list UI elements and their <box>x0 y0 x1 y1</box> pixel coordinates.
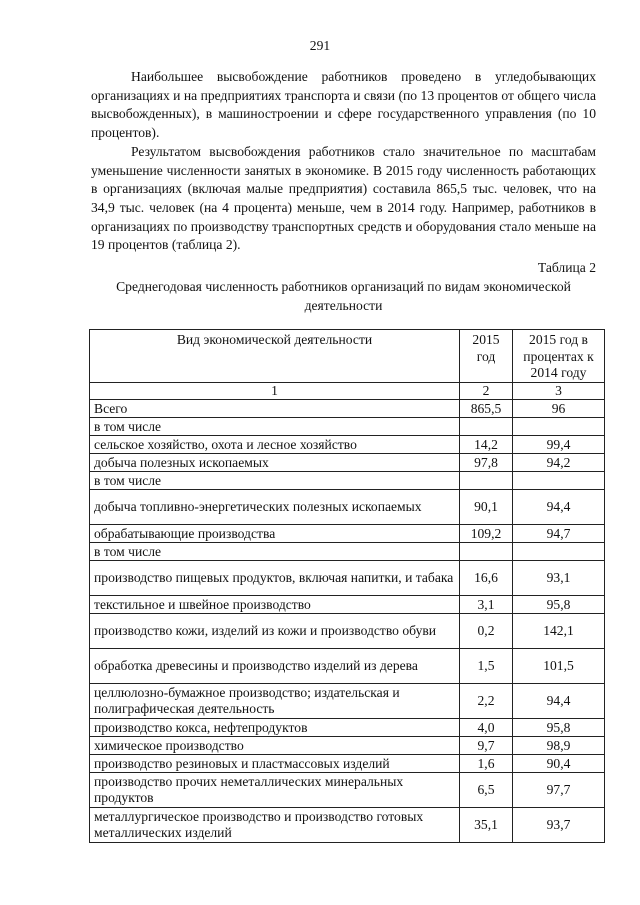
value-2015-cell: 1,5 <box>460 649 513 684</box>
value-2015-cell: 35,1 <box>460 808 513 843</box>
table-row <box>90 543 605 561</box>
percent-cell <box>513 472 605 490</box>
activity-cell: производство кожи, изделий из кожи и производство обуви <box>90 614 460 649</box>
percent-cell: 99,4 <box>513 436 605 454</box>
value-2015-cell <box>460 418 513 436</box>
percent-cell: 95,8 <box>513 596 605 614</box>
table-row <box>90 490 605 525</box>
activity-cell: целлюлозно-бумажное производство; издательская и полиграфическая деятельность <box>90 684 460 719</box>
activity-cell: химическое производство <box>90 737 460 755</box>
table-row <box>90 684 605 719</box>
activity-cell: производство резиновых и пластмассовых изделий <box>90 755 460 773</box>
activity-cell: добыча полезных ископаемых <box>90 454 460 472</box>
column-header-year: 2015 год <box>460 330 513 383</box>
table-title: Среднегодовая численность работников организаций по видам экономической деятельности <box>116 279 571 313</box>
percent-cell: 93,7 <box>513 808 605 843</box>
table-label: Таблица 2 <box>537 260 596 275</box>
percent-cell <box>513 418 605 436</box>
percent-cell: 94,2 <box>513 454 605 472</box>
value-2015-cell: 6,5 <box>460 773 513 808</box>
activity-cell: сельское хозяйство, охота и лесное хозяйство <box>90 436 460 454</box>
table-row <box>90 808 605 843</box>
index-cell: 2 <box>460 382 513 400</box>
value-2015-cell: 2,2 <box>460 684 513 719</box>
page-number: 291 <box>309 38 331 53</box>
index-cell: 3 <box>513 382 605 400</box>
value-2015-cell: 14,2 <box>460 436 513 454</box>
percent-cell: 97,7 <box>513 773 605 808</box>
percent-cell: 90,4 <box>513 755 605 773</box>
value-2015-cell: 97,8 <box>460 454 513 472</box>
percent-cell: 94,4 <box>513 684 605 719</box>
value-2015-cell: 16,6 <box>460 561 513 596</box>
table-row <box>90 418 605 436</box>
percent-cell: 95,8 <box>513 719 605 737</box>
percent-cell <box>513 543 605 561</box>
value-2015-cell: 865,5 <box>460 400 513 418</box>
index-cell: 1 <box>90 382 460 400</box>
column-header-activity: Вид экономической деятельности <box>90 330 460 383</box>
activity-cell: производство кокса, нефтепродуктов <box>90 719 460 737</box>
percent-cell: 96 <box>513 400 605 418</box>
data-table <box>89 329 605 843</box>
value-2015-cell: 90,1 <box>460 490 513 525</box>
activity-cell: в том числе <box>90 543 460 561</box>
activity-cell: производство прочих неметаллических минеральных продуктов <box>90 773 460 808</box>
activity-cell: добыча топливно-энергетических полезных ископаемых <box>90 490 460 525</box>
activity-cell: обрабатывающие производства <box>90 525 460 543</box>
table-header-row <box>90 330 605 383</box>
body-text <box>91 68 596 255</box>
table-row <box>90 525 605 543</box>
table-row <box>90 773 605 808</box>
activity-cell: в том числе <box>90 472 460 490</box>
table-row <box>90 649 605 684</box>
value-2015-cell <box>460 472 513 490</box>
table-row <box>90 472 605 490</box>
paragraph-1: Наибольшее высвобождение работников проведено в угледобывающих организациях и на предприятиях транспорта и связи (по 13 процентов от общего числа высвобожденных), в машиностроении и сфере государственного управления (по 10 процентов). <box>91 69 596 141</box>
table-row <box>90 755 605 773</box>
table-row <box>90 454 605 472</box>
table-index-row <box>90 382 605 400</box>
paragraph-2: Результатом высвобождения работников стало значительное по масштабам уменьшение численности занятых в экономике. В 2015 году численность работающих в организациях (включая малые предприятия) составила 865,5 тыс. человек, что на 34,9 тыс. человек (на 4 процента) меньше, чем в 2014 году. Например, работников в организациях по производству транспортных средств и оборудования стало меньше на 19 процентов (таблица 2). <box>91 143 596 253</box>
activity-cell: Всего <box>90 400 460 418</box>
percent-cell: 93,1 <box>513 561 605 596</box>
table-row <box>90 737 605 755</box>
activity-cell: производство пищевых продуктов, включая напитки, и табака <box>90 561 460 596</box>
percent-cell: 101,5 <box>513 649 605 684</box>
activity-cell: в том числе <box>90 418 460 436</box>
activity-cell: металлургическое производство и производство готовых металлических изделий <box>90 808 460 843</box>
table-row <box>90 436 605 454</box>
percent-cell: 94,4 <box>513 490 605 525</box>
table-row <box>90 400 605 418</box>
table-row <box>90 614 605 649</box>
table-row <box>90 719 605 737</box>
percent-cell: 98,9 <box>513 737 605 755</box>
percent-cell: 94,7 <box>513 525 605 543</box>
value-2015-cell: 4,0 <box>460 719 513 737</box>
percent-cell: 142,1 <box>513 614 605 649</box>
table-row <box>90 561 605 596</box>
value-2015-cell: 0,2 <box>460 614 513 649</box>
value-2015-cell: 9,7 <box>460 737 513 755</box>
table-row <box>90 596 605 614</box>
value-2015-cell: 3,1 <box>460 596 513 614</box>
value-2015-cell: 1,6 <box>460 755 513 773</box>
activity-cell: текстильное и швейное производство <box>90 596 460 614</box>
value-2015-cell <box>460 543 513 561</box>
column-header-percent: 2015 год в процентах к 2014 году <box>513 330 605 383</box>
activity-cell: обработка древесины и производство изделий из дерева <box>90 649 460 684</box>
value-2015-cell: 109,2 <box>460 525 513 543</box>
